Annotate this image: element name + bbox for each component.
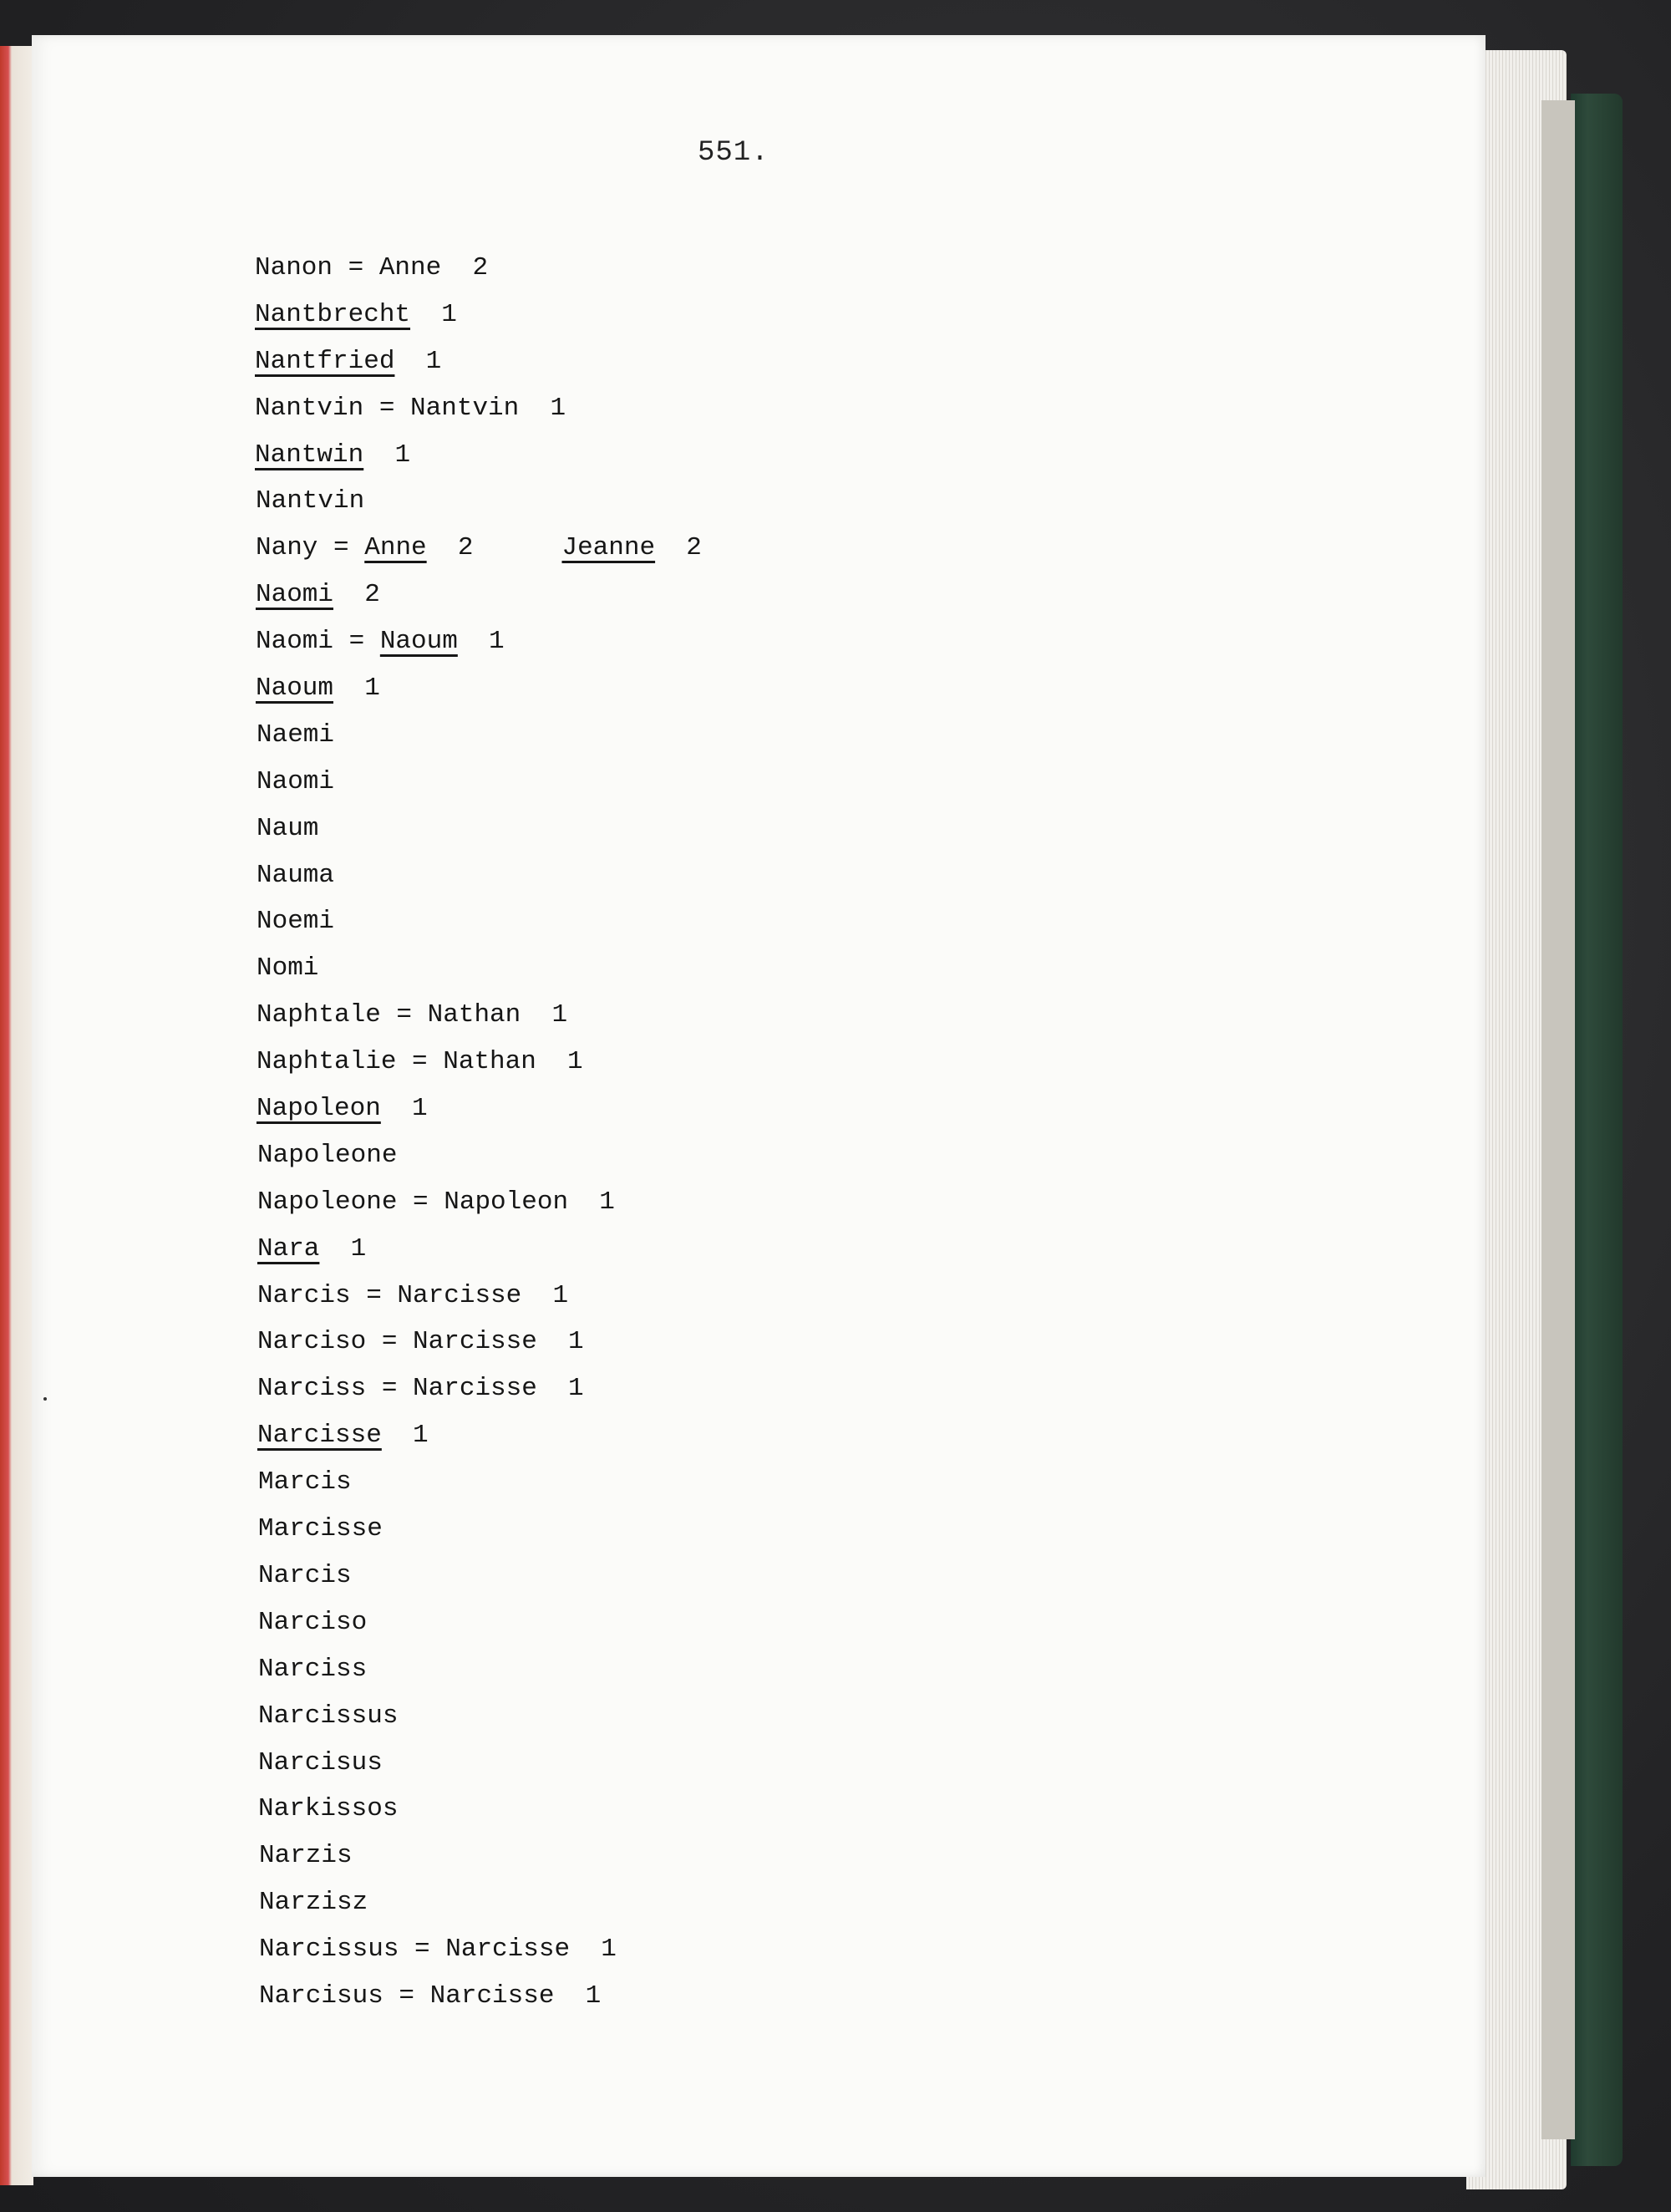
index-entry bbox=[256, 715, 702, 762]
index-entry bbox=[255, 435, 702, 482]
index-entry bbox=[257, 1276, 702, 1323]
index-entry bbox=[255, 295, 702, 342]
entry-text: 1 bbox=[319, 1233, 367, 1264]
underlined-name: Narcisse bbox=[257, 1421, 382, 1451]
entry-text: 1 bbox=[457, 627, 505, 657]
index-entry bbox=[258, 1789, 702, 1836]
entry-text: Narcissus bbox=[258, 1701, 399, 1731]
index-entry bbox=[256, 622, 702, 669]
entry-text: Marcisse bbox=[258, 1514, 383, 1544]
entry-text: 2 bbox=[333, 580, 380, 610]
underlined-name: Napoleon bbox=[256, 1094, 381, 1124]
name-index-list bbox=[255, 248, 702, 2023]
entry-text: 2 bbox=[426, 533, 474, 563]
underlined-name: Naomi bbox=[256, 580, 334, 610]
index-entry bbox=[256, 669, 702, 715]
entry-text: Naomi bbox=[256, 766, 335, 796]
entry-text: 2 bbox=[655, 533, 702, 563]
index-entry bbox=[258, 1462, 702, 1509]
index-entry bbox=[256, 575, 702, 622]
entry-text: Narciso = Narcisse 1 bbox=[257, 1327, 584, 1357]
book-cover-edge bbox=[1571, 94, 1623, 2166]
entry-text: Naemi bbox=[256, 720, 335, 750]
entry-text: Narcissus = Narcisse 1 bbox=[259, 1935, 617, 1965]
index-entry bbox=[258, 1696, 702, 1743]
underlined-name: Nantwin bbox=[255, 440, 364, 470]
index-entry bbox=[258, 1603, 702, 1650]
entry-text: 1 bbox=[333, 674, 380, 704]
entry-text: Naum bbox=[256, 813, 319, 843]
entry-text: Narcisus bbox=[258, 1747, 383, 1777]
page-stack-shadow bbox=[1541, 100, 1575, 2139]
ink-speck bbox=[43, 1397, 47, 1401]
entry-text: Nany = bbox=[256, 533, 365, 563]
index-entry bbox=[258, 1556, 702, 1603]
index-entry bbox=[256, 809, 702, 856]
index-entry bbox=[255, 248, 702, 295]
underlined-name: Naoum bbox=[256, 674, 334, 704]
index-entry bbox=[256, 762, 702, 809]
entry-text: Narcis = Narcisse 1 bbox=[257, 1280, 569, 1310]
entry-text: Naomi = bbox=[256, 627, 380, 657]
index-entry bbox=[256, 528, 702, 575]
entry-text: Nanon = Anne 2 bbox=[255, 253, 489, 282]
index-entry bbox=[257, 1229, 702, 1276]
index-entry bbox=[257, 1416, 702, 1462]
entry-text: Naphtalie = Nathan 1 bbox=[256, 1047, 583, 1077]
index-entry bbox=[256, 1042, 702, 1089]
index-entry bbox=[256, 856, 702, 903]
entry-text: Narciss bbox=[258, 1654, 368, 1684]
book-page bbox=[32, 35, 1486, 2177]
entry-text: Narzis bbox=[259, 1841, 353, 1871]
index-entry bbox=[259, 1836, 702, 1883]
entry-text: Nomi bbox=[256, 953, 319, 984]
index-entry bbox=[255, 389, 702, 435]
underlined-name: Nara bbox=[257, 1233, 320, 1264]
entry-text: 1 bbox=[410, 299, 457, 329]
entry-text: Napoleone = Napoleon 1 bbox=[257, 1187, 615, 1217]
entry-text: Nantvin bbox=[256, 486, 365, 516]
index-entry bbox=[255, 342, 702, 389]
underlined-name: Nantbrecht bbox=[255, 299, 411, 329]
index-entry bbox=[256, 948, 702, 995]
index-entry bbox=[257, 1136, 702, 1182]
index-entry bbox=[256, 1089, 702, 1136]
index-entry bbox=[258, 1650, 702, 1696]
index-entry bbox=[257, 1322, 702, 1369]
entry-text: Narcis bbox=[258, 1560, 352, 1590]
index-entry bbox=[258, 1509, 702, 1556]
entry-text: 1 bbox=[363, 440, 411, 470]
entry-text: Naphtale = Nathan 1 bbox=[256, 1000, 568, 1030]
entry-text: Napoleone bbox=[257, 1140, 398, 1170]
entry-text: 1 bbox=[381, 1421, 429, 1451]
entry-text: Narciss = Narcisse 1 bbox=[257, 1374, 584, 1404]
entry-text: Narzisz bbox=[259, 1888, 368, 1918]
left-page-edge bbox=[0, 46, 33, 2185]
entry-text: 1 bbox=[380, 1094, 428, 1124]
underlined-name: Nantfried bbox=[255, 346, 395, 376]
index-entry bbox=[257, 1369, 702, 1416]
index-entry bbox=[259, 1976, 702, 2023]
entry-text: Noemi bbox=[256, 907, 335, 937]
page-number: 551. bbox=[698, 137, 769, 169]
entry-text: Narkissos bbox=[258, 1794, 399, 1824]
index-entry bbox=[259, 1883, 702, 1930]
index-entry bbox=[256, 902, 702, 948]
underlined-name: Naoum bbox=[379, 627, 458, 657]
underlined-name: Jeanne bbox=[561, 533, 656, 563]
entry-text: Marcis bbox=[258, 1467, 352, 1498]
underlined-name: Anne bbox=[364, 533, 427, 563]
entry-text: 1 bbox=[394, 346, 442, 376]
entry-text: Narcisus = Narcisse 1 bbox=[259, 1981, 602, 2011]
entry-text: Nantvin = Nantvin 1 bbox=[255, 393, 566, 423]
index-entry bbox=[256, 481, 702, 528]
index-entry bbox=[258, 1743, 702, 1790]
entry-text: Nauma bbox=[256, 860, 335, 890]
index-entry bbox=[259, 1930, 702, 1976]
entry-text: Narciso bbox=[258, 1607, 368, 1637]
index-entry bbox=[257, 1182, 702, 1229]
index-entry bbox=[256, 995, 702, 1042]
